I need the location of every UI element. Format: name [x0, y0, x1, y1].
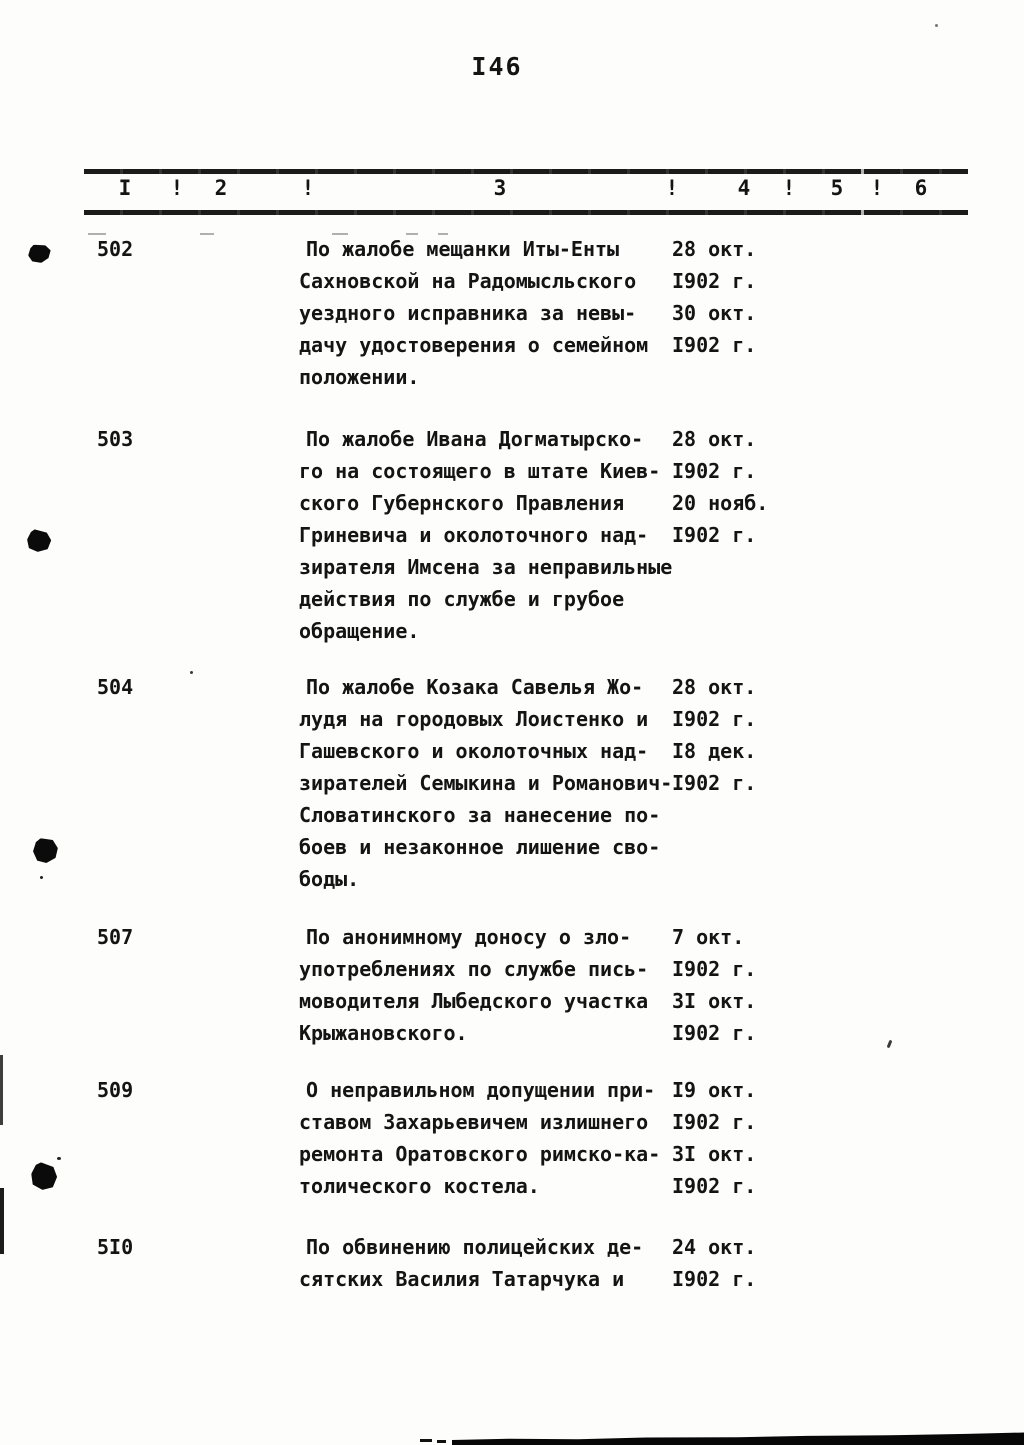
entry-dates	[672, 921, 792, 1049]
description-line: По жалобе Ивана Догматырско-	[306, 427, 644, 451]
description-line: Гашевского и околоточных над-	[299, 739, 649, 763]
scan-speck	[40, 876, 43, 879]
column-separator: !	[665, 176, 679, 200]
date-line: I902 г.	[672, 1267, 757, 1291]
entry-dates	[672, 671, 792, 799]
entry-description	[299, 423, 685, 647]
description-line: Гриневича и околоточного над-	[299, 523, 649, 547]
entry-number: 502	[97, 237, 134, 261]
description-line: ского Губернского Правления	[299, 491, 625, 515]
date-line: 28 окт.	[672, 237, 757, 261]
description-line: зирателя Имсена за неправильные	[299, 555, 673, 579]
entry-description	[299, 233, 685, 393]
column-header-5: 5	[830, 176, 844, 200]
scan-speck	[935, 24, 938, 27]
description-line: По жалобе мещанки Иты-Енты	[306, 237, 620, 261]
column-separator: !	[170, 176, 184, 200]
date-line: 28 окт.	[672, 675, 757, 699]
entry-number: 509	[97, 1078, 134, 1102]
description-line: положении.	[299, 365, 420, 389]
entry-dates	[672, 1231, 792, 1295]
date-line: 24 окт.	[672, 1235, 757, 1259]
ink-blot	[26, 529, 53, 554]
ink-blot	[27, 242, 52, 264]
description-line: го на состоящего в штате Киев-	[299, 459, 661, 483]
entry-description	[299, 1074, 685, 1202]
description-line: сятских Василия Татарчука и	[299, 1267, 625, 1291]
date-line: I902 г.	[672, 957, 757, 981]
description-line: По анонимному доносу о зло-	[306, 925, 632, 949]
scan-artifact-dash	[437, 1440, 446, 1443]
date-line: I9 окт.	[672, 1078, 757, 1102]
entry-number: 504	[97, 675, 134, 699]
description-line: боев и незаконное лишение сво-	[299, 835, 661, 859]
ink-blot	[29, 1161, 59, 1192]
description-line: Крыжановского.	[299, 1021, 468, 1045]
scan-speck	[57, 1157, 61, 1160]
description-line: лудя на городовых Лоистенко и	[299, 707, 649, 731]
scan-speck	[190, 671, 193, 674]
ink-blot	[32, 837, 59, 864]
scan-speck	[887, 1040, 893, 1049]
date-line: I902 г.	[672, 1110, 757, 1134]
description-line: По обвинению полицейских де-	[306, 1235, 644, 1259]
entry-dates	[672, 423, 792, 551]
description-line: дачу удостоверения о семейном	[299, 333, 649, 357]
description-line: Сахновской на Радомысльского	[299, 269, 637, 293]
column-header-3: 3	[493, 176, 507, 200]
date-line: I902 г.	[672, 771, 757, 795]
date-line: I902 г.	[672, 523, 757, 547]
table-header-rule-top	[84, 169, 968, 174]
date-line: 20 нояб.	[672, 491, 769, 515]
description-line: О неправильном допущении при-	[306, 1078, 656, 1102]
description-line: действия по службе и грубое	[299, 587, 625, 611]
page-edge-mark	[0, 1188, 4, 1254]
page-edge-mark	[0, 1055, 3, 1125]
description-line: По жалобе Козака Савелья Жо-	[306, 675, 644, 699]
entry-description	[299, 1231, 685, 1295]
entry-number: 503	[97, 427, 134, 451]
description-line: толического костела.	[299, 1174, 540, 1198]
date-line: I902 г.	[672, 459, 757, 483]
entry-description	[299, 671, 685, 895]
scan-artifact-bottom-bar	[452, 1432, 1024, 1445]
description-line: Словатинского за нанесение по-	[299, 803, 661, 827]
date-line: I902 г.	[672, 269, 757, 293]
entry-dates	[672, 1074, 792, 1202]
description-line: моводителя Лыбедского участка	[299, 989, 649, 1013]
column-separator: !	[301, 176, 315, 200]
date-line: 3I окт.	[672, 989, 757, 1013]
description-line: ремонта Оратовского римско-ка-	[299, 1142, 661, 1166]
column-header-4: 4	[737, 176, 751, 200]
table-header-rule-bottom	[84, 210, 968, 215]
date-line: 7 окт.	[672, 925, 745, 949]
entry-number: 507	[97, 925, 134, 949]
date-line: I902 г.	[672, 1021, 757, 1045]
entry-number: 5I0	[97, 1235, 134, 1259]
column-separator: !	[782, 176, 796, 200]
description-line: уездного исправника за невы-	[299, 301, 637, 325]
date-line: 30 окт.	[672, 301, 757, 325]
scan-artifact-dash	[200, 233, 214, 235]
column-header-6: 6	[914, 176, 928, 200]
column-separator: !	[870, 176, 884, 200]
description-line: ставом Захарьевичем излишнего	[299, 1110, 649, 1134]
date-line: I902 г.	[672, 1174, 757, 1198]
entry-description	[299, 921, 685, 1049]
date-line: I8 дек.	[672, 739, 757, 763]
date-line: 3I окт.	[672, 1142, 757, 1166]
column-header-1: I	[118, 176, 132, 200]
description-line: зирателей Семыкина и Романович-	[299, 771, 673, 795]
column-header-2: 2	[214, 176, 228, 200]
description-line: боды.	[299, 867, 360, 891]
date-line: I902 г.	[672, 333, 757, 357]
description-line: употреблениях по службе пись-	[299, 957, 649, 981]
date-line: 28 окт.	[672, 427, 757, 451]
description-line: обращение.	[299, 619, 420, 643]
entry-dates	[672, 233, 792, 361]
date-line: I902 г.	[672, 707, 757, 731]
scan-artifact-dash	[420, 1439, 432, 1442]
page-number: I46	[471, 52, 523, 81]
